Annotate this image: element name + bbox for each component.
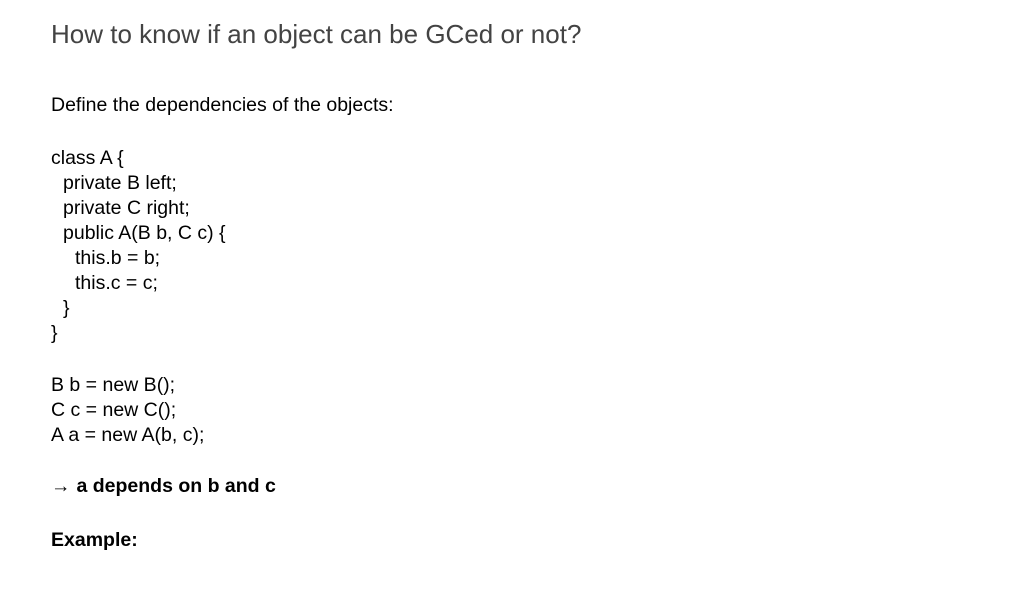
- code-line: B b = new B();: [51, 374, 176, 396]
- intro-text: Define the dependencies of the objects:: [51, 94, 394, 116]
- conclusion-label: a depends on b and c: [76, 475, 276, 497]
- code-line: this.b = b;: [75, 247, 161, 269]
- class-code-block: [51, 146, 226, 346]
- page-title: How to know if an object can be GCed or not?: [51, 19, 582, 49]
- right-arrow-icon: →: [51, 475, 71, 497]
- conclusion-text: [51, 475, 276, 498]
- code-line: private C right;: [63, 197, 190, 219]
- code-line: class A {: [51, 147, 124, 169]
- code-line: }: [51, 322, 58, 344]
- code-line: C c = new C();: [51, 399, 177, 421]
- instantiation-code-block: [51, 373, 204, 448]
- code-line: }: [63, 297, 70, 319]
- code-line: private B left;: [63, 172, 177, 194]
- code-line: A a = new A(b, c);: [51, 424, 205, 446]
- example-heading: Example:: [51, 529, 138, 551]
- code-line: public A(B b, C c) {: [63, 222, 226, 244]
- code-line: this.c = c;: [75, 272, 158, 294]
